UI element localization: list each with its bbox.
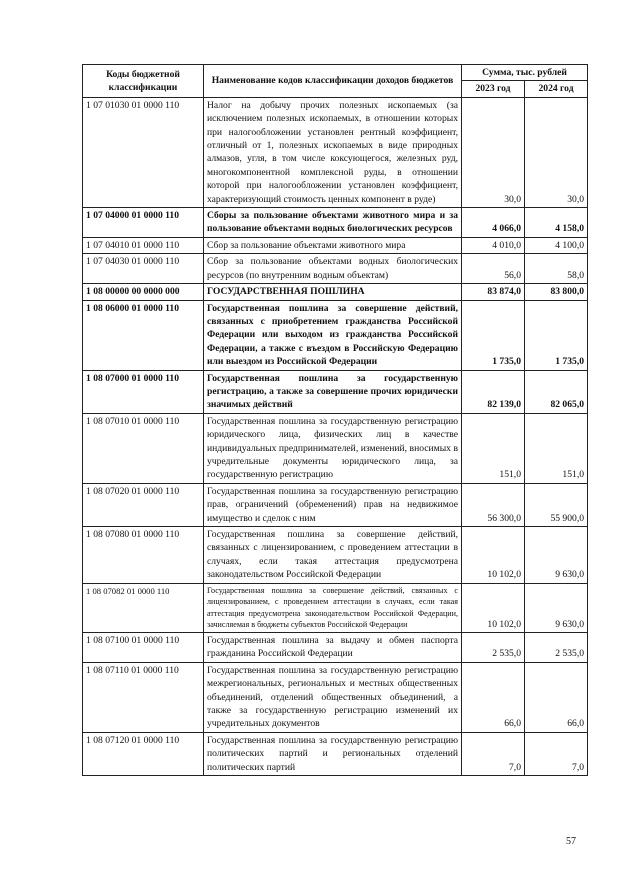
header-name: Наименование кодов классификации доходов бюджетов (204, 65, 462, 98)
table-row (83, 583, 588, 632)
row-code: 1 08 00000 00 0000 000 (83, 284, 204, 300)
row-code: 1 07 04010 01 0000 110 (83, 237, 204, 253)
row-name: Налог на добычу прочих полезных ископаемых (за исключением полезных ископаемых, в отношении которых при налогообложении установлен рентный коэффициент, отличный от 1, полезных ископаемых в виде природных алмазов, угля, в том числе коксующегося, железных руд, многокомпонентной комплексной руды, в отношении которой при налогообложении установлен коэффициент, характеризующий стоимость ценных компонент в руде) (204, 97, 462, 207)
table-row (83, 284, 588, 300)
table-row (83, 527, 588, 584)
row-name: Государственная пошлина за государственную регистрацию политических партий и региональных отделений политических партий (204, 732, 462, 775)
row-code: 1 07 04000 01 0000 110 (83, 208, 204, 238)
row-value-2024: 2 535,0 (525, 633, 588, 663)
row-code: 1 08 07110 01 0000 110 (83, 662, 204, 732)
row-value-2024: 9 630,0 (525, 527, 588, 584)
row-value-2024: 9 630,0 (525, 583, 588, 632)
row-value-2024: 151,0 (525, 413, 588, 483)
row-name: Сбор за пользование объектами животного мира (204, 237, 462, 253)
table-row (83, 413, 588, 483)
row-value-2024: 4 158,0 (525, 208, 588, 238)
row-value-2023: 83 874,0 (462, 284, 525, 300)
table-row (83, 254, 588, 284)
row-value-2024: 7,0 (525, 732, 588, 775)
header-sum: Сумма, тыс. рублей (462, 65, 588, 81)
row-name: Государственная пошлина за совершение действий, связанных с лицензированием, с проведением аттестации в случаях, если такая аттестация предусмотрена законодательством Российской Федерации, зачисляемая в бюджеты субъектов Российской Федерации (204, 583, 462, 632)
row-value-2023: 30,0 (462, 97, 525, 207)
row-value-2023: 10 102,0 (462, 527, 525, 584)
row-name: ГОСУДАРСТВЕННАЯ ПОШЛИНА (204, 284, 462, 300)
row-name: Государственная пошлина за государственную регистрацию межрегиональных, региональных и местных общественных объединений, отделений общественных объединений, а также за государственную регистрацию изменений их учредительных документов (204, 662, 462, 732)
row-value-2024: 30,0 (525, 97, 588, 207)
row-value-2024: 82 065,0 (525, 370, 588, 413)
row-name: Государственная пошлина за совершение действий, связанных с лицензированием, с проведением аттестации в случаях, если такая аттестация предусмотрена законодательством Российской Федерации (204, 527, 462, 584)
row-value-2023: 82 139,0 (462, 370, 525, 413)
revenue-table (82, 64, 588, 776)
row-code: 1 08 07120 01 0000 110 (83, 732, 204, 775)
row-value-2023: 4 066,0 (462, 208, 525, 238)
row-value-2023: 56 300,0 (462, 483, 525, 526)
row-value-2024: 4 100,0 (525, 237, 588, 253)
table-row (83, 370, 588, 413)
header-codes: Коды бюджетной классификации (83, 65, 204, 98)
table-row (83, 633, 588, 663)
row-code: 1 08 07010 01 0000 110 (83, 413, 204, 483)
table-row (83, 237, 588, 253)
row-name: Государственная пошлина за государственную регистрацию прав, ограничений (обременений) прав на недвижимое имущество и сделок с ним (204, 483, 462, 526)
row-name: Государственная пошлина за выдачу и обмен паспорта гражданина Российской Федерации (204, 633, 462, 663)
row-code: 1 08 07080 01 0000 110 (83, 527, 204, 584)
row-value-2024: 83 800,0 (525, 284, 588, 300)
table-row (83, 483, 588, 526)
row-name: Сборы за пользование объектами животного мира и за пользование объектами водных биологических ресурсов (204, 208, 462, 238)
row-value-2023: 2 535,0 (462, 633, 525, 663)
table-row (83, 97, 588, 207)
row-name: Государственная пошлина за совершение действий, связанных с приобретением гражданства Российской Федерации или выходом из гражданства Российской Федерации, а также с въездом в Российскую Федерацию или выездом из Российской Федерации (204, 300, 462, 370)
table-row (83, 732, 588, 775)
table-row (83, 662, 588, 732)
row-value-2024: 58,0 (525, 254, 588, 284)
row-name: Сбор за пользование объектами водных биологических ресурсов (по внутренним водным объектам) (204, 254, 462, 284)
header-year-2024: 2024 год (525, 81, 588, 97)
row-value-2023: 151,0 (462, 413, 525, 483)
row-value-2023: 10 102,0 (462, 583, 525, 632)
row-code: 1 08 06000 01 0000 110 (83, 300, 204, 370)
row-value-2023: 7,0 (462, 732, 525, 775)
row-value-2023: 56,0 (462, 254, 525, 284)
row-code: 1 08 07000 01 0000 110 (83, 370, 204, 413)
document-page (82, 64, 587, 776)
table-body (83, 97, 588, 775)
row-value-2024: 66,0 (525, 662, 588, 732)
row-value-2023: 1 735,0 (462, 300, 525, 370)
row-code: 1 08 07020 01 0000 110 (83, 483, 204, 526)
row-value-2024: 55 900,0 (525, 483, 588, 526)
page-number: 57 (566, 836, 576, 847)
header-year-2023: 2023 год (462, 81, 525, 97)
row-code: 1 08 07082 01 0000 110 (83, 583, 204, 632)
row-value-2023: 4 010,0 (462, 237, 525, 253)
row-code: 1 07 01030 01 0000 110 (83, 97, 204, 207)
row-code: 1 08 07100 01 0000 110 (83, 633, 204, 663)
row-value-2023: 66,0 (462, 662, 525, 732)
table-row (83, 300, 588, 370)
row-code: 1 07 04030 01 0000 110 (83, 254, 204, 284)
row-value-2024: 1 735,0 (525, 300, 588, 370)
row-name: Государственная пошлина за государственную регистрацию, а также за совершение прочих юридически значимых действий (204, 370, 462, 413)
row-name: Государственная пошлина за государственную регистрацию юридического лица, физических лиц в качестве индивидуальных предпринимателей, изменений, вносимых в учредительные документы юридического лица, за государственную регистрацию (204, 413, 462, 483)
table-row (83, 208, 588, 238)
